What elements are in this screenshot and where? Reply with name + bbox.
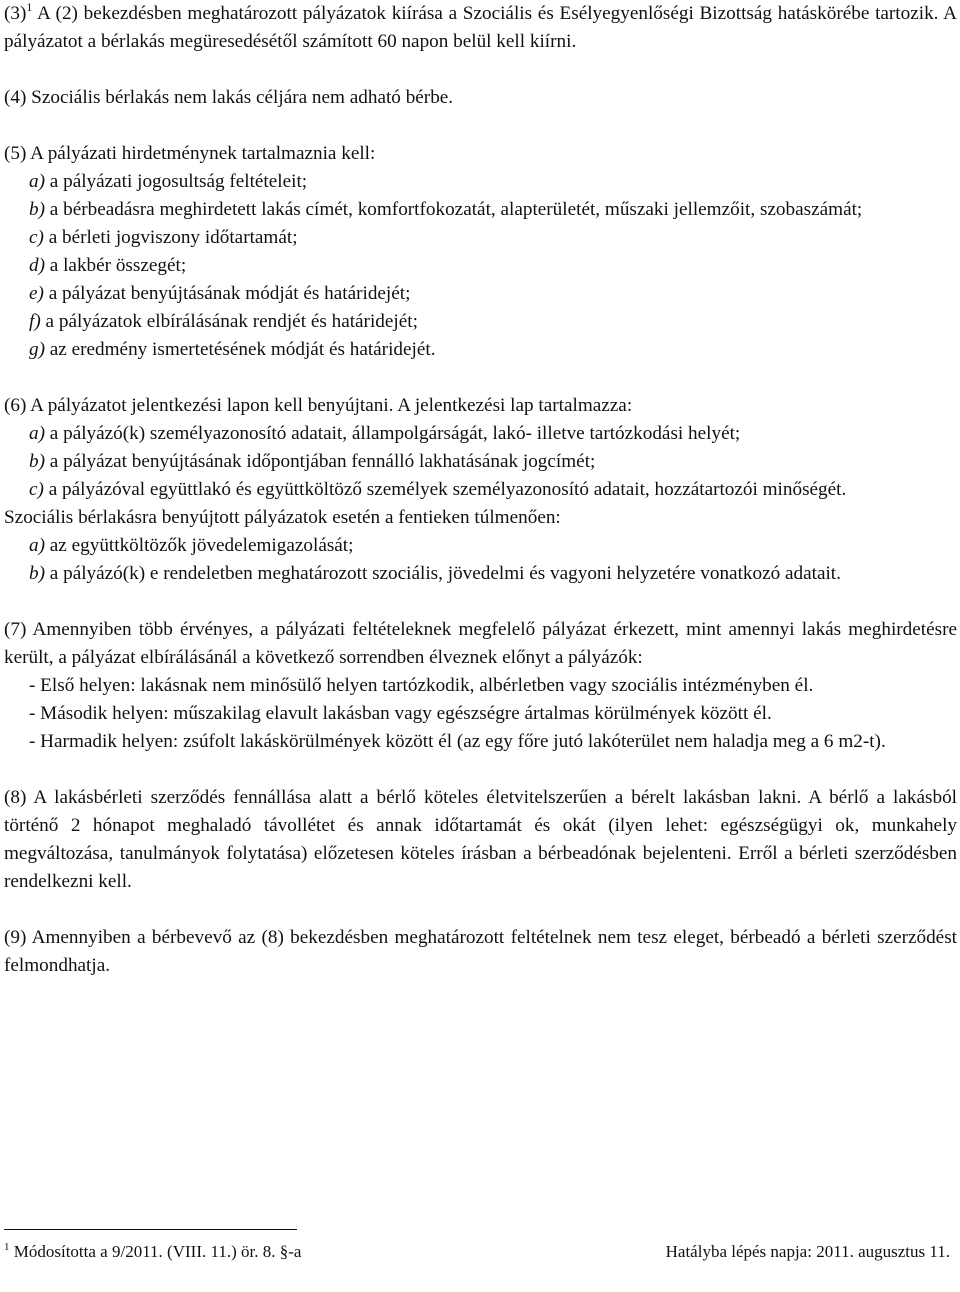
paragraph-5-intro: (5) A pályázati hirdetménynek tartalmaznia kell: — [4, 143, 376, 164]
footnote-amendment: $^1$ Módosította a 9/2011. (VIII. 11.) ör. 8. §-a — [4, 1241, 302, 1261]
list-item: b) a pályázó(k) e rendeletben meghatározott szociális, jövedelmi és vagyoni helyzetére vonatkozó adatait. — [29, 563, 841, 584]
list-item: d) a lakbér összegét; — [29, 255, 187, 276]
list-item: f) a pályázatok elbírálásának rendjét és határidejét; — [29, 311, 418, 332]
paragraph-3 — [4, 0, 957, 56]
paragraph-9: (9) Amennyiben a bérbevevő az (8) bekezdésben meghatározott feltételnek nem tesz eleget, bérbeadó a bérleti szerződést felmondhatja. — [4, 927, 957, 976]
footnote-ref[interactable]: 1 — [26, 0, 33, 14]
paragraph-6-intro: (6) A pályázatot jelentkezési lapon kell benyújtani. A jelentkezési lap tartalmazza: — [4, 395, 633, 416]
priority-item: - Második helyen: műszakilag elavult lakásban vagy egészségre ártalmas körülmények között él. — [29, 703, 772, 724]
list-item: c) a pályázóval együttlakó és együttköltöző személyek személyazonosító adatait, hozzátartozói minőségét. — [29, 479, 847, 500]
priority-item: - Első helyen: lakásnak nem minősülő helyen tartózkodik, albérletben vagy szociális intézményben él. — [29, 675, 814, 696]
list-item: e) a pályázat benyújtásának módját és határidejét; — [29, 283, 411, 304]
list-item: a) a pályázati jogosultság feltételeit; — [29, 171, 308, 192]
list-item: b) a bérbeadásra meghirdetett lakás címét, komfortfokozatát, alapterületét, műszaki jellemzőit, szobaszámát; — [29, 199, 863, 220]
priority-item: - Harmadik helyen: zsúfolt lakáskörülmények között él (az egy főre jutó lakóterület nem haladja meg a 6 m2-t). — [29, 731, 886, 752]
document-page — [4, 0, 957, 980]
list-item: g) az eredmény ismertetésének módját és határidejét. — [29, 339, 436, 360]
footnote-separator — [4, 1229, 297, 1230]
paragraph-8: (8) A lakásbérleti szerződés fennállása alatt a bérlő köteles életvitelszerűen a bérelt lakásban lakni. A bérlő a lakásból történő 2 hónapot meghaladó távollétet és annak időtartamát és okát (ilyen lehet: egészségügyi ok, munkahely megváltozása, tanulmányok folytatása) előzetesen köteles írásban a bérbeadónak bejelenteni. Erről a bérleti szerződésben rendelkezni kell. — [4, 787, 957, 892]
footnote-effective-date: Hatályba lépés napja: 2011. augusztus 11. — [665, 1242, 950, 1261]
paragraph-7-intro: (7) Amennyiben több érvényes, a pályázati feltételeknek megfelelő pályázat érkezett, mint amennyi lakás meghirdetésre került, a pályázat elbírálásánál a következő sorrendben élveznek előnyt a pályázók: — [4, 619, 957, 668]
paragraph-text: A (2) bekezdésben meghatározott pályázatok kiírása a Szociális és Esélyegyenlőségi Bizottság hatáskörébe tartozik. A pályázatot a bérlakás megüresedésétől számított 60 napon belül kell kiírni. — [4, 3, 957, 52]
list-item: c) a bérleti jogviszony időtartamát; — [29, 227, 298, 248]
list-item: a) az együttköltözők jövedelemigazolását; — [29, 535, 354, 556]
list-item: a) a pályázó(k) személyazonosító adatait, állampolgárságát, lakó- illetve tartózkodási helyét; — [29, 423, 741, 444]
paragraph-number: (3) — [4, 3, 27, 24]
list-item: b) a pályázat benyújtásának időpontjában fennálló lakhatásának jogcímét; — [29, 451, 596, 472]
paragraph-6-intro2: Szociális bérlakásra benyújtott pályázatok esetén a fentieken túlmenően: — [4, 507, 561, 528]
paragraph-4: (4) Szociális bérlakás nem lakás céljára nem adható bérbe. — [4, 87, 454, 108]
footnote — [4, 1240, 950, 1264]
